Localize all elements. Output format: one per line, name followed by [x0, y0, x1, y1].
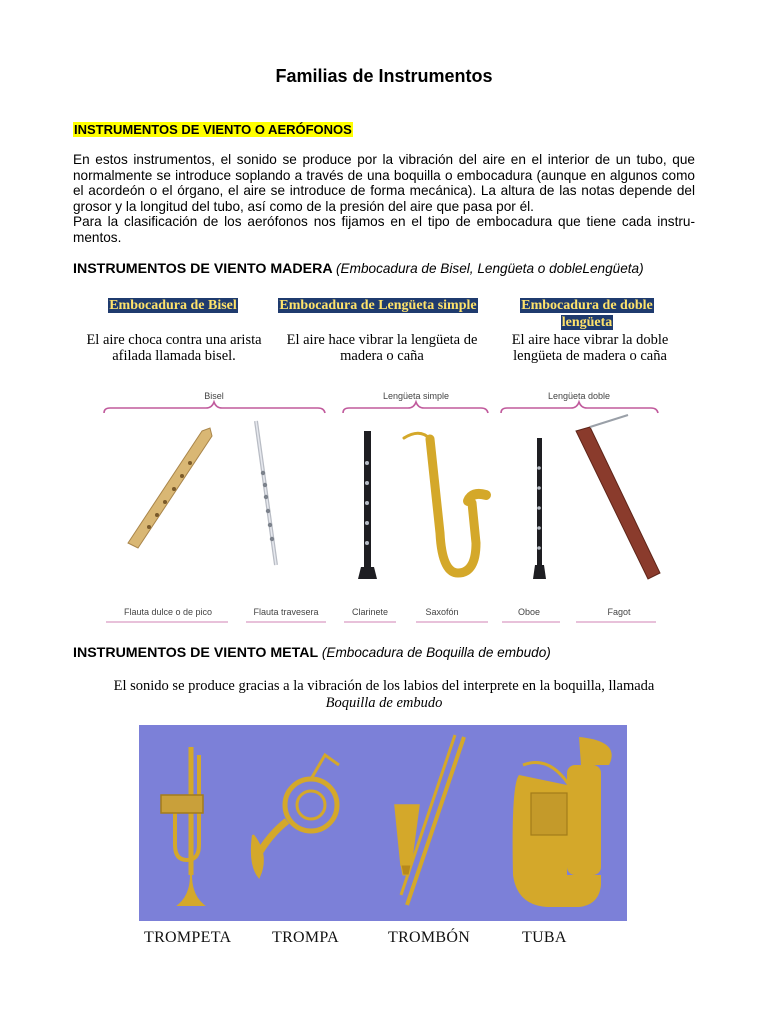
label-flauta-travesera: Flauta travesera	[253, 607, 319, 617]
group-label-lengueta-doble: Lengüeta doble	[547, 391, 611, 401]
label-oboe: Oboe	[517, 607, 541, 617]
page-title: Familias de Instrumentos	[275, 66, 493, 86]
french-horn-image	[252, 755, 339, 877]
brass-figure-drawing	[139, 725, 627, 921]
tuba-image	[513, 737, 612, 907]
trombone-image	[395, 735, 464, 905]
group-label-lengueta-simple: Lengüeta simple	[382, 391, 450, 401]
doble-lengueta-description: El aire hace vibrar la doble lengüeta de madera o caña	[511, 332, 669, 364]
madera-heading-text: INSTRUMENTOS DE VIENTO MADERA	[73, 261, 333, 277]
saxophone-image	[404, 433, 486, 573]
bisel-bracket	[104, 402, 325, 413]
lengueta-simple-bracket	[343, 402, 488, 413]
metal-description	[60, 678, 708, 712]
aerofonos-description	[73, 152, 695, 246]
aerofonos-paragraph-2: Para la clasificación de los aerófonos nos fijamos en el tipo de embocadura que tiene cada instru-mentos.	[73, 214, 695, 245]
aerofonos-heading: INSTRUMENTOS DE VIENTO O AERÓFONOS	[74, 122, 352, 137]
label-saxofon: Saxofón	[425, 607, 459, 617]
flute-image	[256, 421, 276, 565]
metal-heading-text: INSTRUMENTOS DE VIENTO METAL	[73, 645, 318, 661]
oboe-image	[533, 438, 546, 579]
label-fagot: Fagot	[607, 607, 631, 617]
label-clarinete: Clarinete	[351, 607, 389, 617]
label-trompeta: TROMPETA	[144, 929, 232, 946]
metal-heading	[73, 645, 551, 661]
label-flauta-dulce: Flauta dulce o de pico	[123, 607, 213, 617]
lengueta-simple-box-heading: Embocadura de Lengüeta simple	[279, 298, 477, 313]
bisel-description: El aire choca contra una arista afilada llamada bisel.	[86, 332, 262, 364]
lengueta-simple-description: El aire hace vibrar la lengüeta de madera o caña	[286, 332, 478, 364]
madera-heading	[73, 261, 644, 277]
bassoon-image	[576, 415, 660, 579]
bisel-box-heading: Embocadura de Bisel	[109, 298, 237, 313]
group-label-bisel: Bisel	[204, 391, 224, 401]
metal-description-text: El sonido se produce gracias a la vibración de los labios del interprete en la boquilla, llamada	[113, 678, 655, 694]
metal-heading-note: (Embocadura de Boquilla de embudo)	[321, 645, 551, 660]
label-trompa: TROMPA	[272, 929, 340, 946]
metal-description-italic: Boquilla de embudo	[325, 695, 443, 711]
recorder-image	[128, 428, 212, 548]
doble-lengueta-box-heading: Embocadura de doble lengüeta	[521, 298, 653, 330]
brass-figure	[139, 725, 627, 921]
clarinet-image	[358, 431, 377, 579]
label-trombon: TROMBÓN	[388, 929, 471, 946]
madera-heading-note: (Embocadura de Bisel, Lengüeta o dobleLengüeta)	[336, 261, 644, 276]
aerofonos-paragraph-1: En estos instrumentos, el sonido se produce por la vibración del aire en el interior de un tubo, que normalmente se introduce soplando a través de una boquilla o embocadura (aunque en algunos como el acordeón o el órgano, el aire se introduce de forma mecánica). La altura de las notas depende del grosor y la longitud del tubo, así como de la presión del aire que pasa por él.	[73, 152, 695, 214]
trumpet-image	[161, 747, 203, 905]
lengueta-doble-bracket	[501, 402, 658, 413]
label-tuba: TUBA	[522, 929, 567, 946]
woodwind-figure	[98, 383, 670, 628]
